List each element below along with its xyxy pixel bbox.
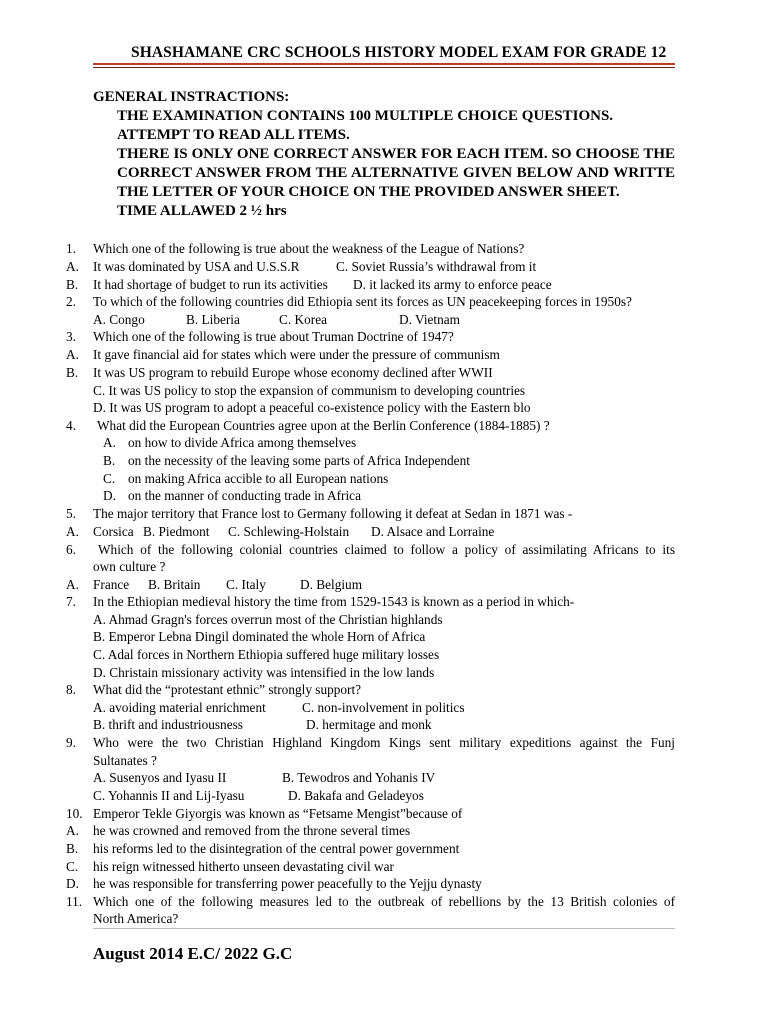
option-b: It was US program to rebuild Europe whose economy declined after WWII [93,365,493,380]
question-text: Who were the two Christian Highland Kingdom Kings sent military expeditions against the Funj [93,735,675,750]
option-d: he was responsible for transferring power peacefully to the Yejju dynasty [93,876,482,891]
option-d: D. it lacked its army to enforce peace [353,277,552,292]
question-text: To which of the following countries did Ethiopia sent its forces as UN peacekeeping forces in 1950s? [93,294,632,309]
question-number: 2. [66,294,76,309]
option-letter: D. [66,876,79,891]
question-4 [0,417,768,435]
question-text: Emperor Tekle Giyorgis was known as “Fetsame Mengist”because of [93,806,463,821]
header-rule-dark [93,67,675,68]
question-8 [0,681,768,699]
question-6-options [0,576,768,594]
question-8-options-row2 [0,716,768,734]
question-text-cont: North America? [93,911,179,926]
option-b: B. Emperor Lebna Dingil dominated the whole Horn of Africa [93,629,426,644]
option-c: C. Korea [279,312,327,327]
question-10-option-c [0,858,768,876]
question-text: Which one of the following is true about Truman Doctrine of 1947? [93,329,454,344]
option-a: France [93,577,130,592]
option-d: D. Vietnam [399,312,460,327]
question-7-option-d [0,664,768,682]
option-d: D. hermitage and monk [306,717,432,732]
question-10-option-d [0,875,768,893]
question-number: 7. [66,594,76,609]
question-number: 6. [66,542,76,557]
option-c: C. Adal forces in Northern Ethiopia suffered huge military losses [93,647,440,662]
question-number: 9. [66,735,76,750]
question-4-option-c [0,470,768,488]
question-7-option-b [0,628,768,646]
exam-header: SHASHAMANE CRC SCHOOLS HISTORY MODEL EXAM FOR GRADE 12 [131,44,667,61]
question-7-option-a [0,611,768,629]
option-a: he was crowned and removed from the throne several times [93,823,411,838]
question-number: 8. [66,682,76,697]
question-4-option-b [0,452,768,470]
option-b: on the necessity of the leaving some parts of Africa Independent [128,453,470,468]
option-d: D. Alsace and Lorraine [371,524,495,539]
question-1-options-row2 [0,276,768,294]
option-a: Corsica [93,524,134,539]
option-b: B. Liberia [186,312,240,327]
option-b: his reforms led to the disintegration of the central power government [93,841,460,856]
option-letter: A. [103,435,116,450]
option-c: C. Schlewing-Holstain [228,524,350,539]
option-a: It gave financial aid for states which were under the pressure of communism [93,347,500,362]
question-text: What did the “protestant ethnic” strongly support? [93,682,362,697]
question-text: Which of the following colonial countries claimed to follow a policy of assimilating Africans to its [98,542,675,557]
question-2 [0,293,768,311]
question-3-option-a [0,346,768,364]
option-a: on how to divide Africa among themselves [128,435,357,450]
instruction-line: ATTEMPT TO READ ALL ITEMS. [117,127,350,143]
question-11-line1 [0,893,768,911]
question-number: 10. [66,806,83,821]
option-a: A. Ahmad Gragn's forces overrun most of the Christian highlands [93,612,443,627]
question-4-option-d [0,487,768,505]
option-d: D. Christain missionary activity was intensified in the low lands [93,665,435,680]
question-5 [0,505,768,523]
option-letter: C. [66,859,79,874]
question-number: 1. [66,241,76,256]
question-text: Which one of the following measures led to the outbreak of rebellions by the 13 British colonies of [93,894,675,909]
question-11-line2 [0,910,768,928]
question-6-line2 [0,558,768,576]
option-c: C. non-involvement in politics [302,700,465,715]
option-a: It was dominated by USA and U.S.S.R [93,259,300,274]
option-a: A. Susenyos and Iyasu II [93,770,227,785]
question-text: The major territory that France lost to Germany following it defeat at Sedan in 1871 was - [93,506,573,521]
question-10 [0,805,768,823]
question-2-options [0,311,768,329]
question-9-line2 [0,752,768,770]
option-letter: A. [66,823,79,838]
option-letter: A. [66,524,79,539]
option-b: B. thrift and industriousness [93,717,243,732]
instruction-line: THE EXAMINATION CONTAINS 100 MULTIPLE CHOICE QUESTIONS. [117,108,614,124]
option-c: C. Soviet Russia’s withdrawal from it [336,259,537,274]
option-letter: A. [66,577,79,592]
instructions-title: GENERAL INSTRACTIONS: [93,89,290,105]
option-b: B. Piedmont [143,524,210,539]
option-b: B. Britain [148,577,201,592]
question-5-options [0,523,768,541]
question-text-cont: Sultanates ? [93,753,157,768]
question-3 [0,328,768,346]
question-number: 11. [66,894,83,909]
question-number: 3. [66,329,76,344]
footer-date: August 2014 E.C/ 2022 G.C [93,944,293,963]
option-b: B. Tewodros and Yohanis IV [282,770,436,785]
question-1-options-row1 [0,258,768,276]
option-letter: B. [66,365,79,380]
question-10-option-b [0,840,768,858]
question-text-cont: own culture ? [93,559,166,574]
question-7-option-c [0,646,768,664]
instruction-line: THERE IS ONLY ONE CORRECT ANSWER FOR EACH ITEM. SO CHOOSE THE CORRECT ANSWER FROM THE ALTERNATIVE GIVEN BELOW AND WRITTE THE LETTER OF YOUR CHOICE ON THE PROVIDED ANSWER SHEET. [117,146,675,200]
option-a: A. avoiding material enrichment [93,700,266,715]
question-8-options-row1 [0,699,768,717]
question-10-option-a [0,822,768,840]
option-d: D. It was US program to adopt a peaceful co-existence policy with the Eastern blo [93,400,531,415]
question-3-option-b [0,364,768,382]
option-letter: C. [103,471,116,486]
option-letter: B. [66,841,79,856]
question-1 [0,240,768,258]
header-rule-red [93,63,675,65]
question-9-options-row2 [0,787,768,805]
option-c: C. Italy [226,577,266,592]
question-3-option-d [0,399,768,417]
option-letter: B. [103,453,116,468]
option-letter: B. [66,277,79,292]
option-c: his reign witnessed hitherto unseen devastating civil war [93,859,394,874]
question-text: What did the European Countries agree upon at the Berlin Conference (1884-1885) ? [97,418,550,433]
question-6-line1 [0,541,768,559]
option-letter: A. [66,259,79,274]
option-a: A. Congo [93,312,145,327]
option-c: C. It was US policy to stop the expansion of communism to developing countries [93,383,526,398]
instructions-block [117,107,675,221]
question-number: 5. [66,506,76,521]
question-9-line1 [0,734,768,752]
question-4-option-a [0,434,768,452]
option-d: D. Belgium [300,577,363,592]
option-b: It had shortage of budget to run its activities [93,277,328,292]
time-allowed: TIME ALLAWED 2 ½ hrs [117,203,287,219]
option-d: on the manner of conducting trade in Africa [128,488,361,503]
option-c: C. Yohannis II and Lij-Iyasu [93,788,245,803]
option-c: on making Africa accible to all European nations [128,471,389,486]
question-text: Which one of the following is true about the weakness of the League of Nations? [93,241,525,256]
option-d: D. Bakafa and Geladeyos [288,788,424,803]
question-9-options-row1 [0,769,768,787]
question-text: In the Ethiopian medieval history the time from 1529-1543 is known as a period in which- [93,594,575,609]
question-3-option-c [0,382,768,400]
question-7 [0,593,768,611]
question-number: 4. [66,418,76,433]
option-letter: A. [66,347,79,362]
option-letter: D. [103,488,116,503]
footer-rule [93,928,675,929]
